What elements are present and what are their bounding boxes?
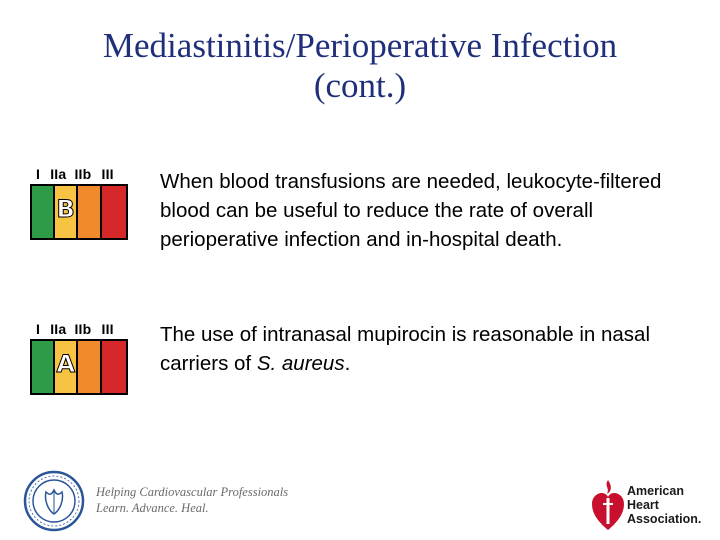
recommendation-2-text: [160, 320, 690, 378]
aha-line2: Heart: [627, 498, 659, 512]
class-iii-bar: [102, 341, 126, 393]
recommendation-2-text-main: The use of intranasal mupirocin is reasonable in nasal carriers of: [160, 323, 650, 375]
class-iii-bar: [102, 186, 126, 238]
slide-title: [0, 26, 720, 106]
aha-line1: American: [627, 484, 684, 498]
slide-title-line2: (cont.): [313, 66, 407, 105]
acc-tagline: [96, 484, 288, 516]
class-i-bar: [32, 186, 55, 238]
class-label-iib: IIb: [74, 321, 92, 337]
tagline-line1: Helping Cardiovascular Professionals: [96, 485, 289, 499]
class-label-iii: III: [101, 166, 114, 182]
tagline-line2: Learn. Advance. Heal.: [96, 501, 209, 515]
slide-title-line1: Mediastinitis/Perioperative Infection: [102, 26, 618, 65]
class-bar-chart: [30, 339, 128, 395]
class-iia-bar: [55, 341, 79, 393]
class-iib-bar: [78, 186, 102, 238]
level-of-evidence: A: [56, 350, 76, 378]
class-label-iia: IIa: [50, 321, 67, 337]
class-i-bar: [32, 341, 55, 393]
organism-name: S. aureus: [256, 352, 345, 375]
class-iib-bar: [78, 341, 102, 393]
class-label-i: I: [36, 166, 41, 182]
class-label-i: I: [36, 321, 41, 337]
recommendation-1-text: When blood transfusions are needed, leukocyte-filtered blood can be useful to reduce the rate of overall perioperative infection and in-hospital death.: [160, 170, 662, 251]
class-label-iib: IIb: [74, 166, 92, 182]
aha-wordmark: [627, 484, 701, 526]
aha-line3: Association.: [627, 512, 702, 526]
recommendation-2-text-end: .: [344, 352, 351, 375]
class-labels: [36, 166, 132, 182]
level-of-evidence: B: [56, 195, 75, 223]
class-label-iia: IIa: [50, 166, 67, 182]
acc-seal-logo: [22, 470, 86, 537]
class-labels: [36, 321, 132, 337]
aha-heart-torch-logo: [590, 476, 626, 537]
class-bar-chart: [30, 184, 128, 240]
class-label-iii: III: [101, 321, 114, 337]
class-iia-bar: [55, 186, 79, 238]
